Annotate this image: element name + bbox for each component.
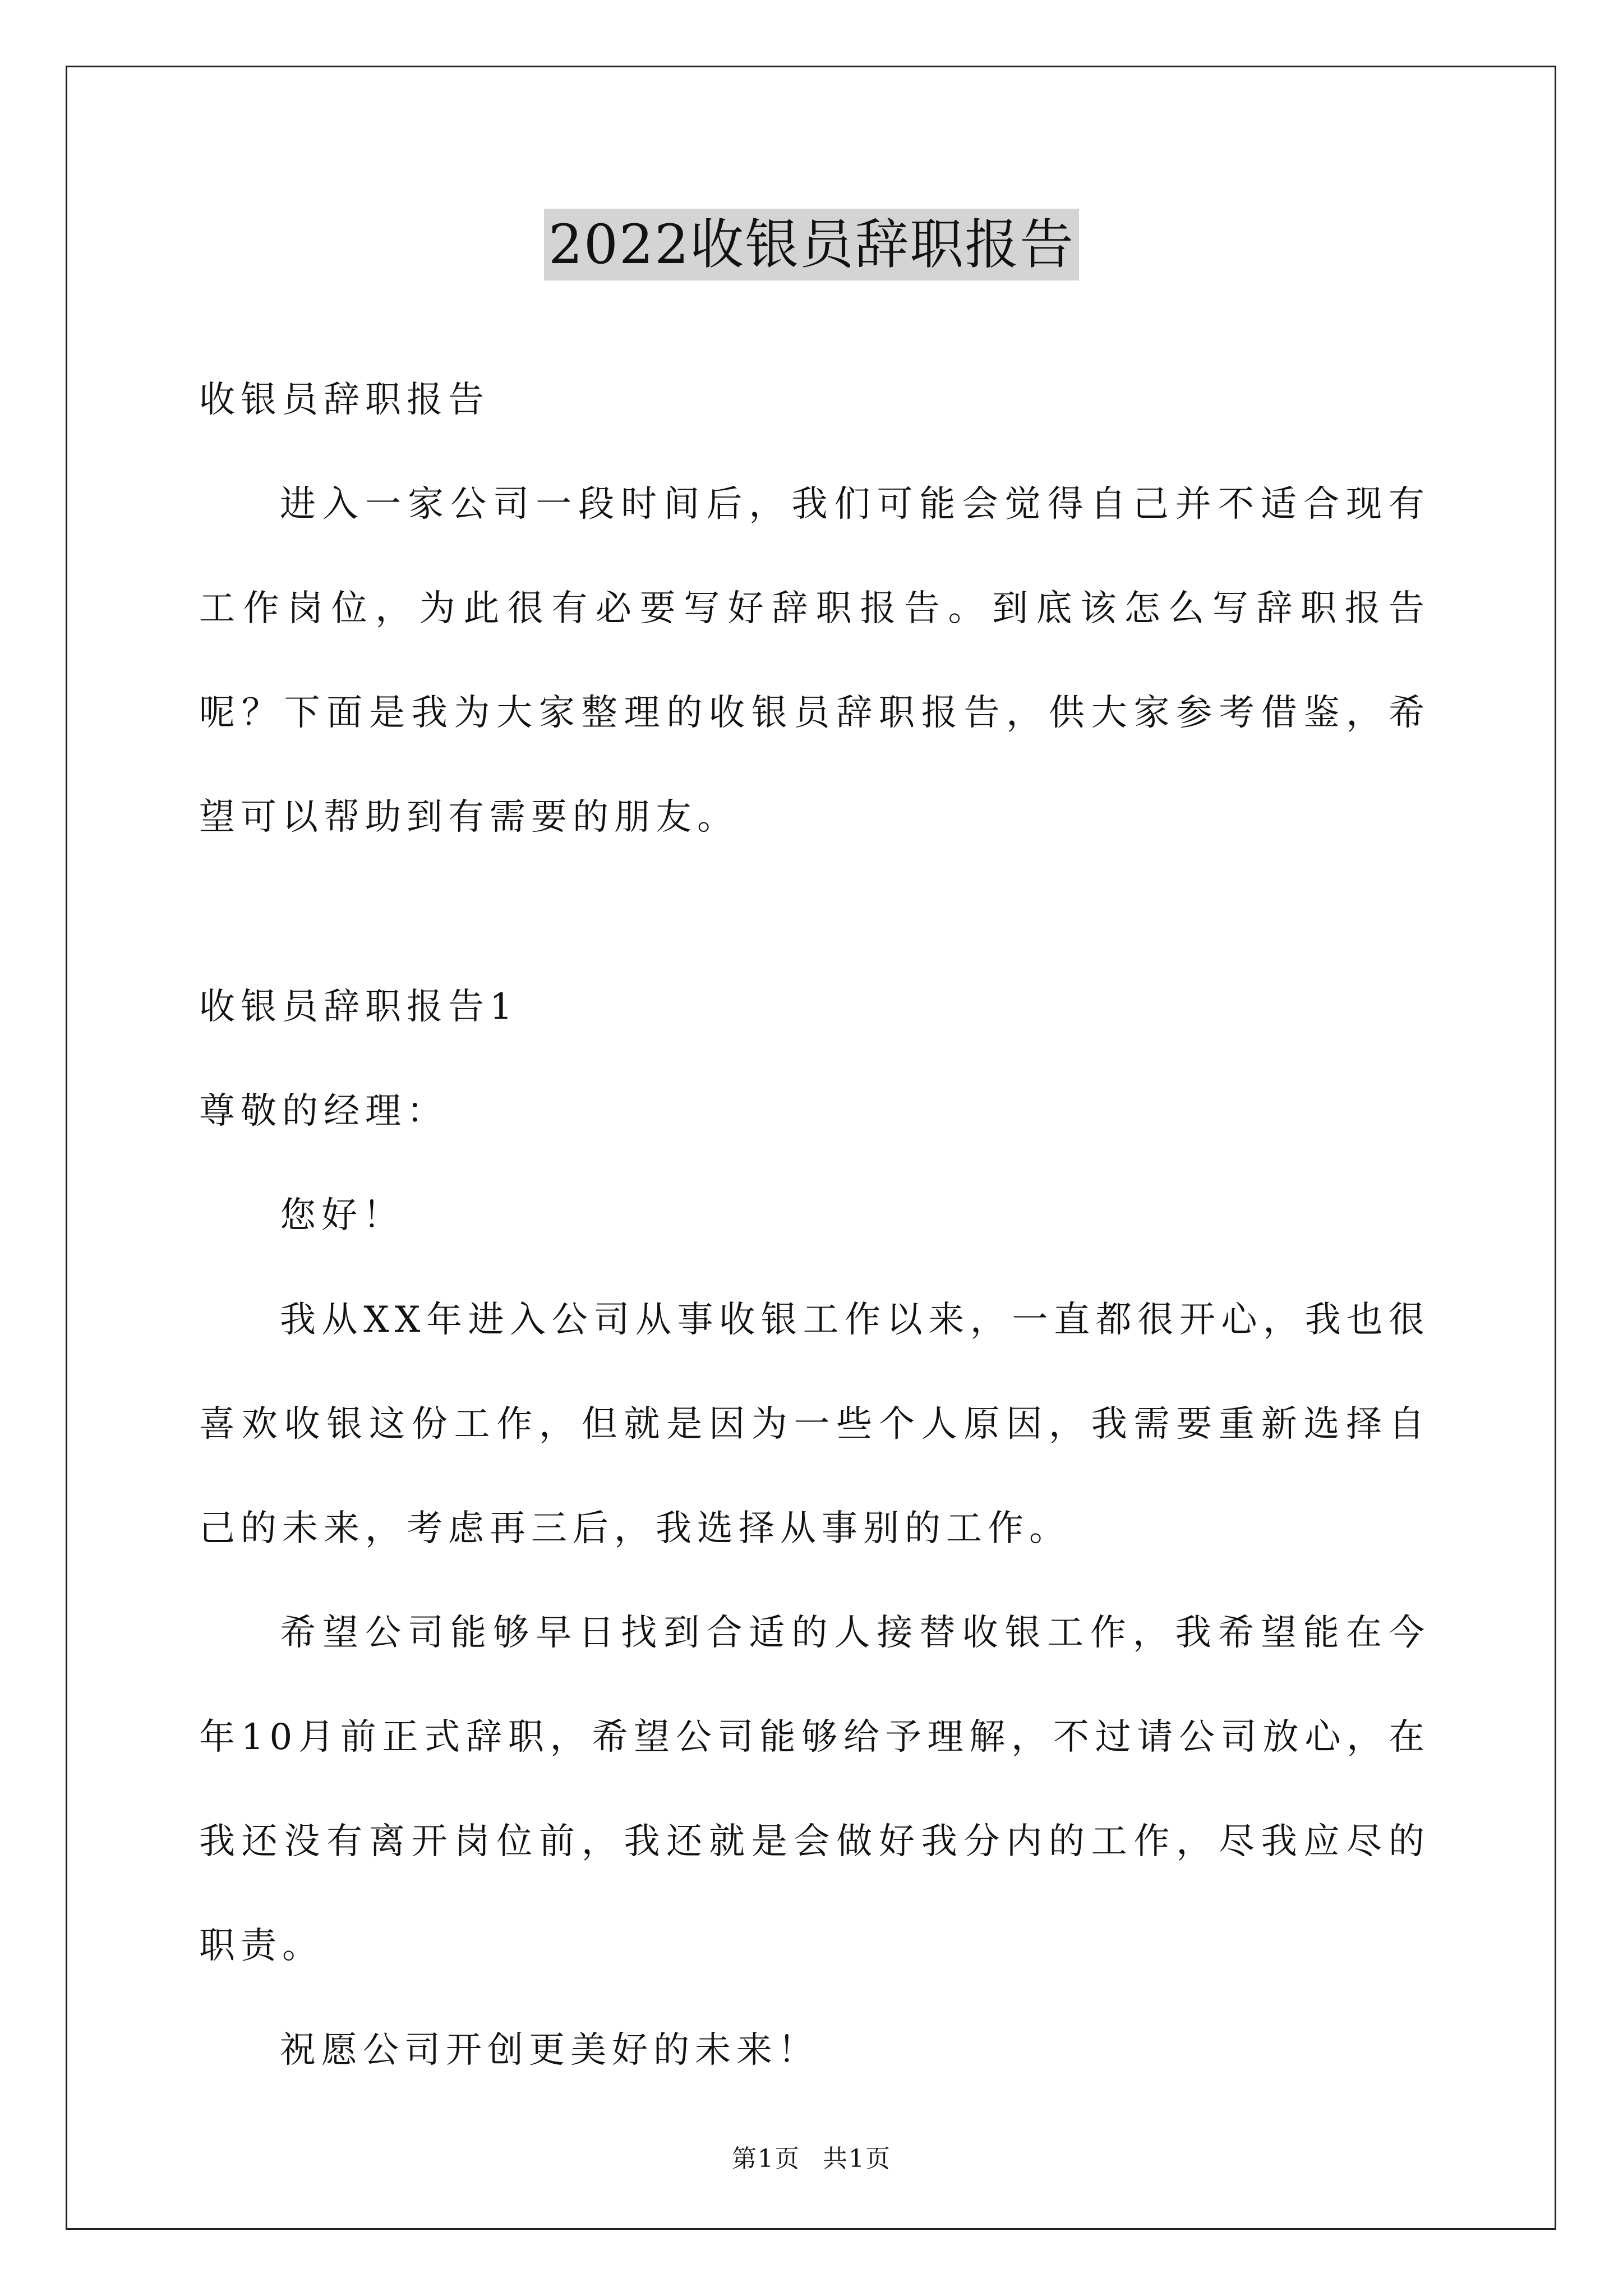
section-heading: 收银员辞职报告1: [199, 986, 518, 1028]
document-body: [199, 348, 1430, 2102]
closing-line: 祝愿公司开创更美好的未来！: [280, 2030, 819, 2071]
body-paragraph-2: 希望公司能够早日找到合适的人接替收银工作，我希望能在今年10月前正式辞职，希望公司能够给予理解，不过请公司放心，在我还没有离开岗位前，我还就是会做好我分内的工作，尽我应尽的职责。: [199, 1612, 1430, 1967]
page-number-current: 第1页: [732, 2145, 800, 2173]
title-container: [0, 209, 1623, 280]
salutation: 尊敬的经理：: [199, 1091, 448, 1132]
greeting: 您好！: [280, 1195, 404, 1236]
intro-paragraph: 进入一家公司一段时间后，我们可能会觉得自己并不适合现有工作岗位，为此很有必要写好辞职报告。到底该怎么写辞职报告呢？下面是我为大家整理的收银员辞职报告，供大家参考借鉴，希望可以帮助到有需要的朋友。: [199, 484, 1430, 838]
page-number-total: 共1页: [823, 2145, 891, 2173]
document-title: 2022收银员辞职报告: [544, 209, 1079, 280]
body-paragraph-1: 我从XX年进入公司从事收银工作以来，一直都很开心，我也很喜欢收银这份工作，但就是因为一些个人原因，我需要重新选择自己的未来，考虑再三后，我选择从事别的工作。: [199, 1299, 1430, 1549]
document-subtitle: 收银员辞职报告: [199, 379, 490, 421]
page-footer: [0, 2138, 1623, 2174]
